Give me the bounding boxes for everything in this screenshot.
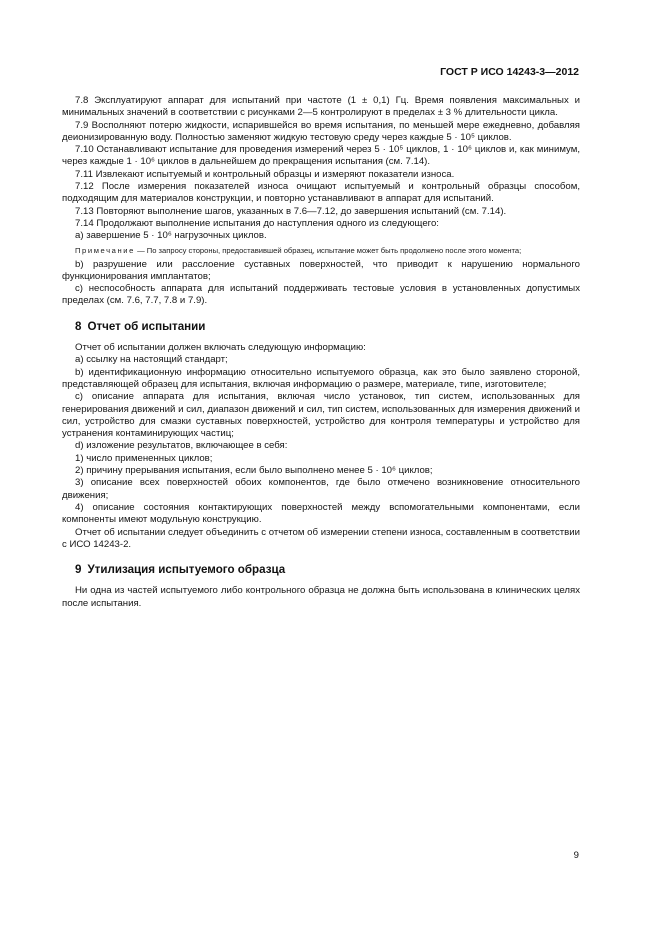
clause-7-14-item-a: а) завершение 5 · 10⁶ нагрузочных циклов. xyxy=(75,230,267,242)
section-8-number: 8 xyxy=(75,319,82,333)
section-9-heading xyxy=(62,564,580,576)
clause-7-13: 7.13 Повторяют выполнение шагов, указанных в 7.6—7.12, до завершения испытаний (см. 7.14). xyxy=(75,205,507,217)
section-8-item-a: а) ссылку на настоящий стандарт; xyxy=(75,354,228,366)
section-8-item-d4: 4) описание состояния контактирующих поверхностей между вспомогательными компонентами, если компоненты имеют модульную конструкцию. xyxy=(62,501,580,526)
section-8-item-d2: 2) причину прерывания испытания, если было выполнено менее 5 · 10⁶ циклов; xyxy=(75,465,433,477)
section-8-item-d1: 1) число примененных циклов; xyxy=(75,452,213,464)
section-8-item-b: b) идентификационную информацию относительно испытуемого образца, как это было заявлено стороной, представляющей образец для испытания, включая информацию о размере, материале, типе, изготовителе; xyxy=(62,366,580,390)
section-8-heading xyxy=(62,321,580,333)
section-8-title: Отчет об испытании xyxy=(87,319,206,333)
section-8-item-d3: 3) описание всех поверхностей обоих компонентов, где было отмечено возникновение относительного движения; xyxy=(62,477,580,501)
note xyxy=(62,245,580,256)
section-8-item-c: с) описание аппарата для испытания, включая число установок, тип систем, использованных для генерирования движений и сил, диапазон движений и сил, тип систем, использованных для измерения движений и сил, устройство для смазки суставных поверхностей, устройство для контроля температуры и устройство для устранения контаминирующих частиц; xyxy=(62,391,580,440)
document-header: ГОСТ Р ИСО 14243-3—2012 xyxy=(440,66,579,78)
note-label: Примечание xyxy=(75,245,135,255)
clause-7-14-item-c: с) неспособность аппарата для испытаний поддерживать тестовые условия в установленных допустимых пределах (см. 7.6, 7.7, 7.8 и 7.9). xyxy=(62,283,580,307)
clause-7-12: 7.12 После измерения показателей износа очищают испытуемый и контрольный образцы способом, подходящим для материалов конструкции, и повторно устанавливают в аппарат для испытаний. xyxy=(62,181,580,205)
section-9-number: 9 xyxy=(75,563,82,577)
note-text: — По запросу стороны, предоставившей образец, испытание может быть продолжено после этого момента; xyxy=(134,245,522,255)
section-8-item-d: d) изложение результатов, включающее в себя: xyxy=(75,440,288,452)
section-9-text: Ни одна из частей испытуемого либо контрольного образца не должна быть использована в клинических целях после испытания. xyxy=(62,585,580,609)
clause-7-8: 7.8 Эксплуатируют аппарат для испытаний при частоте (1 ± 0,1) Гц. Время появления максимальных и минимальных значений в соответствии с рисунками 2—5 контролируют в пределах ± 3 % длительности цикла. xyxy=(62,95,580,119)
clause-7-9: 7.9 Восполняют потерю жидкости, испарившейся во время испытания, по меньшей мере ежедневно, добавляя деионизированную воду. Полностью заменяют жидкую тестовую среду через каждые 5 · 10⁵ циклов. xyxy=(62,119,580,143)
clause-7-11: 7.11 Извлекают испытуемый и контрольный образцы и измеряют показатели износа. xyxy=(75,168,455,180)
section-8-closing: Отчет об испытании следует объединить с отчетом об измерении степени износа, составленным в соответствии с ИСО 14243-2. xyxy=(62,526,580,550)
clause-7-14-item-b: b) разрушение или расслоение суставных поверхностей, что приводит к нарушению нормального функционирования имплантатов; xyxy=(62,258,580,282)
clause-7-14: 7.14 Продолжают выполнение испытания до наступления одного из следующего: xyxy=(75,217,439,229)
section-8-intro: Отчет об испытании должен включать следующую информацию: xyxy=(75,342,366,354)
page-number: 9 xyxy=(573,850,579,861)
clause-7-10: 7.10 Останавливают испытание для проведения измерений через 5 · 10⁵ циклов, 1 · 10⁶ циклов и, как минимум, через каждые 1 · 10⁶ циклов в дальнейшем до прекращения испытания (см. 7.14). xyxy=(62,144,580,168)
section-9-title: Утилизация испытуемого образца xyxy=(87,563,286,577)
page-body xyxy=(62,95,580,610)
